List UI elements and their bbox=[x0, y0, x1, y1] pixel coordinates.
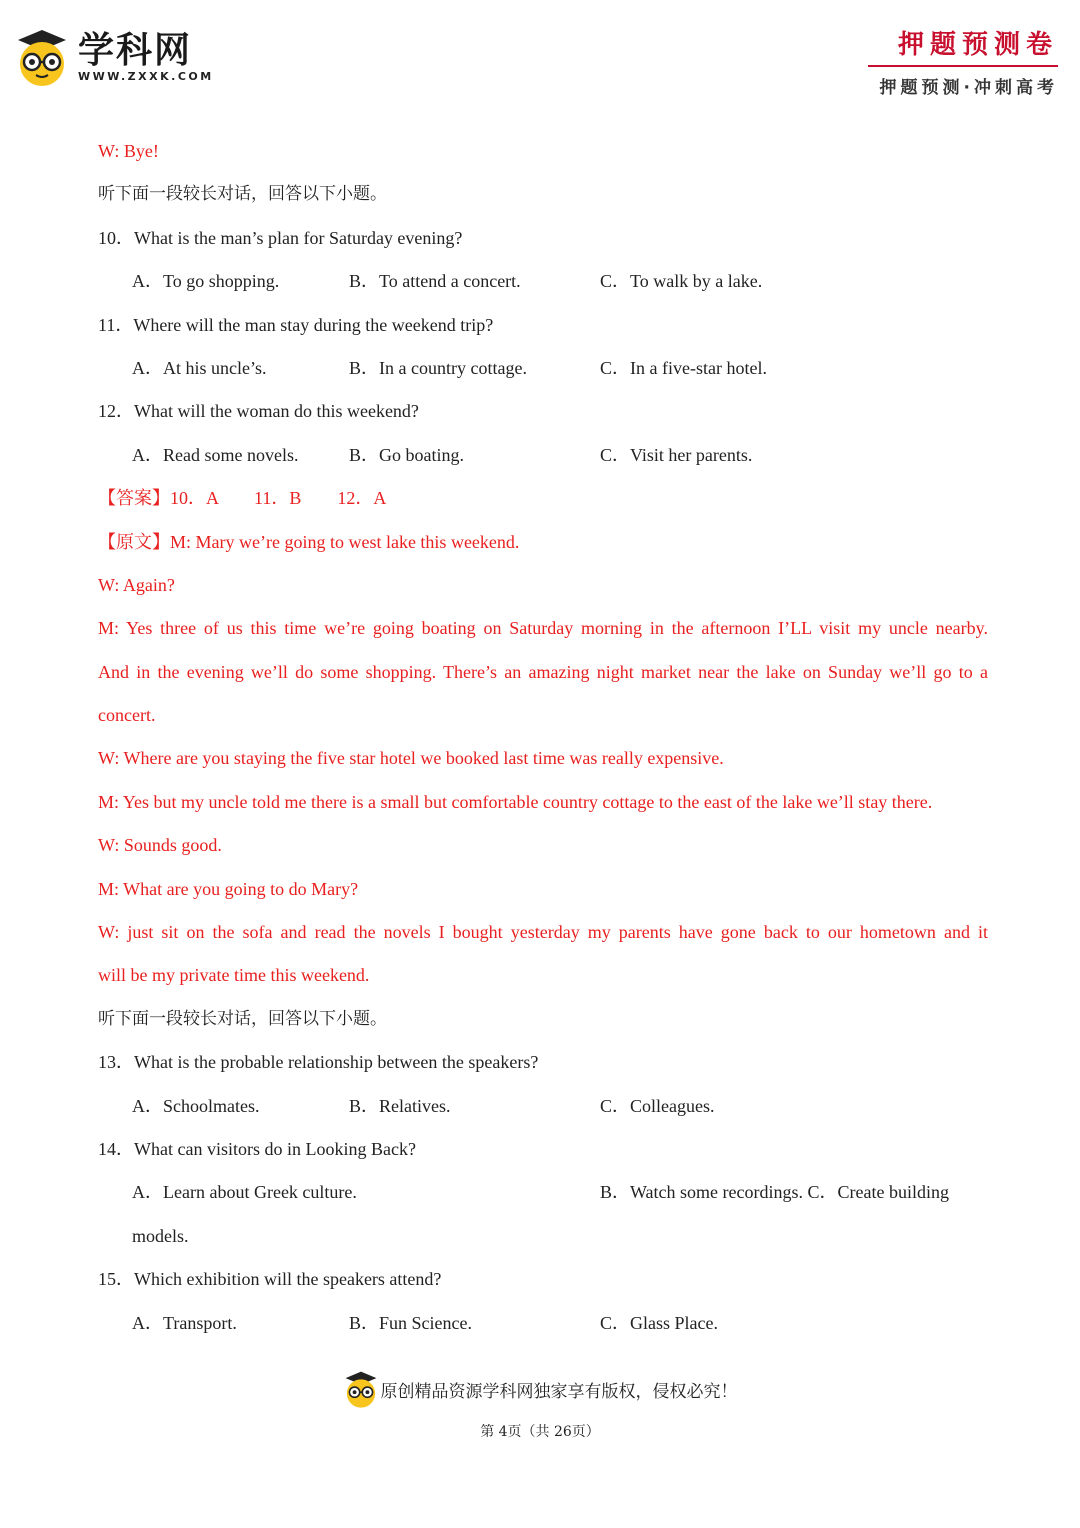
option-a: A．Schoolmates. bbox=[132, 1095, 260, 1116]
copyright-notice: 原创精品资源学科网独家享有版权，侵权必究！ bbox=[380, 1381, 738, 1402]
section-instruction: 听下面一段较长对话，回答以下小题。 bbox=[98, 184, 387, 205]
owl-mascot-icon bbox=[343, 1368, 379, 1410]
page-footer bbox=[0, 1368, 1080, 1441]
question-10: 10．What is the man’s plan for Saturday evening? bbox=[98, 227, 463, 248]
question-15: 15．Which exhibition will the speakers attend? bbox=[98, 1269, 442, 1290]
option-b-c: B．Watch some recordings. C．Create building bbox=[600, 1182, 949, 1203]
transcript-line: W: just sit on the sofa and read the novels I bought yesterday my parents have gone back to our hometown and it bbox=[98, 922, 988, 943]
transcript-line: will be my private time this weekend. bbox=[98, 965, 370, 986]
option-b: B．To attend a concert. bbox=[349, 271, 521, 292]
transcript-line: 【原文】M: Mary we’re going to west lake this weekend. bbox=[98, 531, 520, 552]
option-c: C．Visit her parents. bbox=[600, 444, 753, 465]
transcript-line: M: What are you going to do Mary? bbox=[98, 878, 359, 899]
document-body bbox=[98, 130, 988, 1345]
option-a: A．Learn about Greek culture. bbox=[132, 1182, 357, 1203]
question-14: 14．What can visitors do in Looking Back? bbox=[98, 1138, 416, 1159]
options-13 bbox=[98, 1085, 988, 1128]
option-a: A．Read some novels. bbox=[132, 444, 299, 465]
question-13: 13．What is the probable relationship between the speakers? bbox=[98, 1052, 539, 1073]
logo-name: 学科网 bbox=[78, 29, 193, 71]
option-a: A．Transport. bbox=[132, 1312, 237, 1333]
zxxk-logo bbox=[14, 28, 214, 86]
answer-key: 【答案】10．A 11．B 12．A bbox=[98, 488, 387, 509]
transcript-line: M: Yes three of us this time we’re going boating on Saturday morning in the afternoon I’LL visit my uncle nearby. bbox=[98, 618, 988, 639]
option-b: B．Relatives. bbox=[349, 1095, 451, 1116]
option-b: B．In a country cottage. bbox=[349, 357, 527, 378]
option-b: B．Go boating. bbox=[349, 444, 464, 465]
owl-mascot-icon bbox=[14, 28, 70, 86]
transcript-line: W: Where are you staying the five star hotel we booked last time was really expensive. bbox=[98, 748, 724, 769]
transcript-line: And in the evening we’ll do some shopping. There’s an amazing night market near the lake on Sunday we’ll go to a bbox=[98, 661, 988, 682]
options-11 bbox=[98, 347, 988, 390]
option-a: A．To go shopping. bbox=[132, 271, 280, 292]
option-c-continued: models. bbox=[132, 1225, 189, 1246]
option-a: A．At his uncle’s. bbox=[132, 357, 267, 378]
page-header bbox=[0, 0, 1080, 110]
transcript-line: M: Yes but my uncle told me there is a small but comfortable country cottage to the east of the lake we’ll stay there. bbox=[98, 791, 933, 812]
question-11: 11．Where will the man stay during the weekend trip? bbox=[98, 314, 494, 335]
question-12: 12．What will the woman do this weekend? bbox=[98, 401, 419, 422]
options-12 bbox=[98, 434, 988, 477]
option-c: C．Glass Place. bbox=[600, 1312, 718, 1333]
brand-title: 押题预测卷 bbox=[868, 24, 1058, 67]
option-c: C．Colleagues. bbox=[600, 1095, 715, 1116]
transcript-line: W: Bye! bbox=[98, 141, 159, 161]
option-c: C．In a five-star hotel. bbox=[600, 357, 767, 378]
option-b: B．Fun Science. bbox=[349, 1312, 472, 1333]
options-14 bbox=[98, 1171, 988, 1214]
brand-block bbox=[868, 24, 1058, 98]
options-10 bbox=[98, 260, 988, 303]
logo-url: WWW.ZXXK.COM bbox=[78, 69, 214, 83]
section-instruction: 听下面一段较长对话，回答以下小题。 bbox=[98, 1008, 387, 1029]
transcript-line: concert. bbox=[98, 705, 156, 726]
option-c: C．To walk by a lake. bbox=[600, 271, 763, 292]
brand-subtitle: 押题预测·冲刺高考 bbox=[879, 78, 1058, 98]
transcript-line: W: Again? bbox=[98, 574, 175, 595]
transcript-line: W: Sounds good. bbox=[98, 835, 222, 856]
page-number: 第 4页（共 26页） bbox=[480, 1424, 600, 1440]
options-15 bbox=[98, 1302, 988, 1345]
